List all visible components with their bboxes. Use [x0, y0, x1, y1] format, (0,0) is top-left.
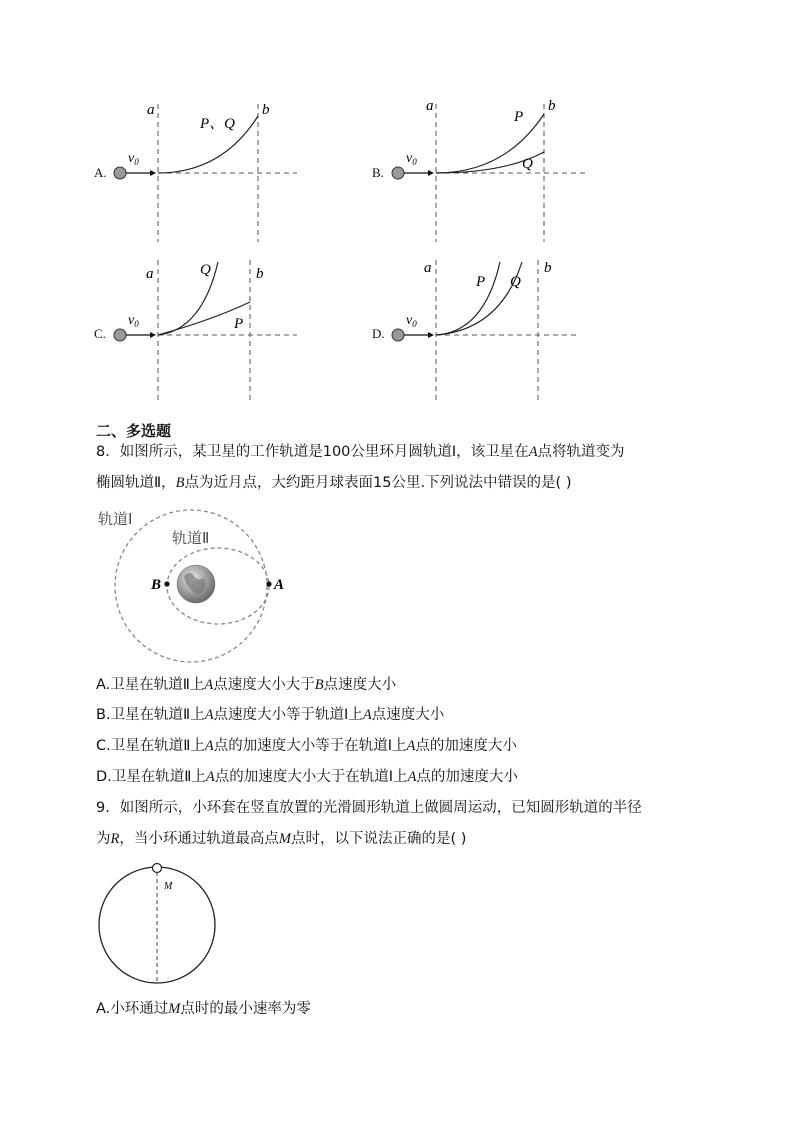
- v0-label: $v_0$: [128, 313, 139, 329]
- section-heading: 二、多选题: [96, 422, 172, 440]
- option-label: A.: [94, 165, 107, 180]
- figure-option-c: [92, 258, 312, 408]
- q9-option-a[interactable]: A.小环通过M点时的最小速率为零: [96, 1001, 311, 1017]
- axis-b-label: b: [548, 98, 556, 114]
- point-a-label: A: [274, 577, 285, 593]
- figure-option-d: [370, 258, 590, 408]
- orbit-2-label: 轨道Ⅱ: [172, 531, 210, 547]
- v0-label: $v_0$: [128, 151, 139, 167]
- axis-a-label: a: [146, 266, 154, 282]
- q8-option-a[interactable]: A.卫星在轨道Ⅱ上A点速度大小大于B点速度大小: [96, 677, 397, 693]
- figure-option-b: [370, 96, 590, 246]
- axis-a-label: a: [424, 260, 432, 276]
- figure-option-a: [92, 96, 312, 246]
- q8-stem-line1: 8．如图所示，某卫星的工作轨道是100公里环月圆轨道Ⅰ，该卫星在A点将轨道变为: [96, 444, 625, 460]
- point-b-label: B: [151, 577, 162, 593]
- point-m-label: M: [164, 881, 173, 892]
- axis-b-label: b: [262, 102, 270, 118]
- axis-a-label: a: [147, 102, 155, 118]
- q9-circle-figure: [96, 860, 226, 990]
- ring-icon: [153, 864, 162, 873]
- option-label: C.: [94, 326, 106, 341]
- q8-orbit-figure: [96, 504, 296, 669]
- curve-label-q: Q: [200, 262, 211, 278]
- axis-b-label: b: [256, 266, 264, 282]
- q8-option-c[interactable]: C.卫星在轨道Ⅱ上A点的加速度大小等于在轨道Ⅰ上A点的加速度大小: [96, 738, 517, 754]
- q8-option-b[interactable]: B.卫星在轨道Ⅱ上A点速度大小等于轨道Ⅰ上A点速度大小: [96, 707, 445, 723]
- curve-label-p: P: [476, 274, 486, 290]
- curve-label: P、Q: [200, 116, 235, 132]
- q9-stem-line2: 为R，当小环通过轨道最高点M点时，以下说法正确的是( ): [96, 831, 467, 847]
- axis-b-label: b: [544, 260, 552, 276]
- curve-label-q: Q: [522, 156, 533, 172]
- option-label: B.: [372, 165, 384, 180]
- v0-label: $v_0$: [406, 313, 417, 329]
- q8-option-d[interactable]: D.卫星在轨道Ⅱ上A点的加速度大小大于在轨道Ⅰ上A点的加速度大小: [96, 769, 518, 785]
- curve-label-p: P: [514, 109, 524, 125]
- v0-label: $v_0$: [406, 151, 417, 167]
- curve-label-q: Q: [510, 274, 521, 290]
- curve-label-p: P: [234, 316, 244, 332]
- q9-stem-line1: 9．如图所示，小环套在竖直放置的光滑圆形轨道上做圆周运动，已知圆形轨道的半径: [96, 800, 642, 816]
- option-label: D.: [372, 326, 385, 341]
- orbit-1-label: 轨道Ⅰ: [98, 512, 133, 528]
- axis-a-label: a: [426, 98, 434, 114]
- q8-stem-line2: 椭圆轨道Ⅱ，B点为近月点，大约距月球表面15公里.下列说法中错误的是( ): [96, 475, 572, 491]
